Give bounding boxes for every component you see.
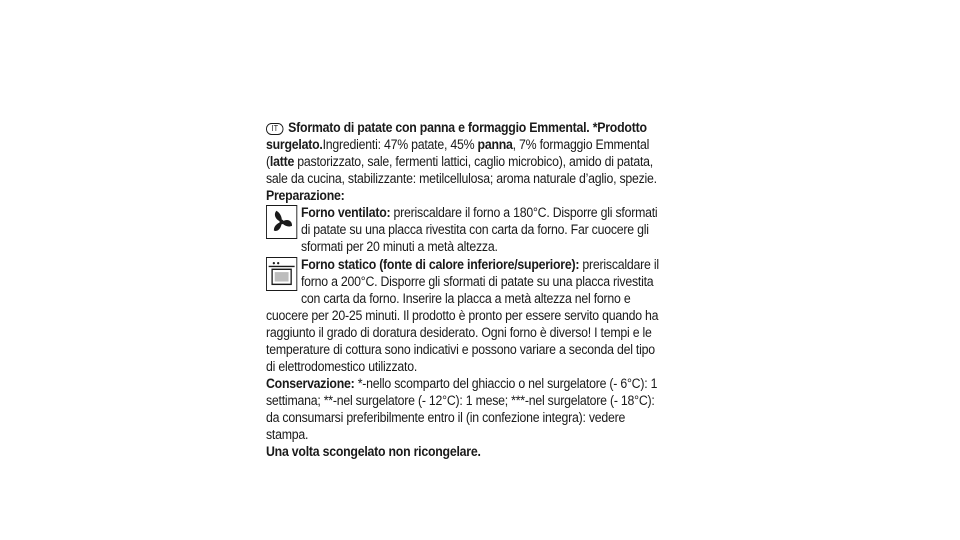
storage-heading: Conservazione:	[266, 376, 355, 391]
allergen-latte: latte	[269, 154, 295, 169]
static-oven-paragraph	[266, 256, 663, 375]
refreeze-warning: Una volta scongelato non ricongelare.	[266, 444, 481, 459]
preparation-heading: Preparazione:	[266, 188, 345, 203]
fan-oven-body: preriscaldare il forno a 180°C. Disporre gli sformati di patate su una placca rivestita con carta da forno. Far cuocere gli sformati per 20 minuti a metà altezza.	[300, 205, 658, 254]
ingredients-mid: , 7% formaggio Emmental (	[266, 137, 650, 169]
fan-oven-heading: Forno ventilato:	[300, 205, 391, 220]
ingredients-lead: Ingredienti: 47% patate, 45%	[322, 137, 478, 152]
fan-oven-icon	[266, 205, 297, 239]
allergen-panna: panna	[477, 137, 513, 152]
title-paragraph	[266, 119, 663, 187]
product-label	[266, 119, 663, 460]
static-oven-heading: Forno statico (fonte di calore inferiore/superiore):	[300, 257, 580, 272]
language-badge: IT	[266, 123, 284, 135]
ingredients-rest: pastorizzato, sale, fermenti lattici, caglio microbico), amido di patata, sale da cucina, stabilizzante: metilcellulosa; aroma naturale d’aglio, spezie.	[266, 154, 657, 186]
static-oven-icon	[266, 257, 297, 291]
product-title: Sformato di patate con panna e formaggio Emmental. *Prodotto surgelato.	[266, 120, 647, 152]
storage-body: *-nello scomparto del ghiaccio o nel surgelatore (- 6°C): 1 settimana; **-nel surgelatore (- 12°C): 1 mese; ***-nel surgelatore (- 18°C): da consumarsi preferibilmente entro il (in confezione integra): vedere stampa.	[266, 376, 658, 442]
storage-paragraph	[266, 375, 663, 443]
static-oven-body: preriscaldare il forno a 200°C. Disporre gli sformati di patate su una placca rivestita con carta da forno. Inserire la placca a metà altezza nel forno e cuocere per 20-25 minuti. Il prodotto è pronto per essere servito quando ha raggiunto il grado di doratura desiderato. Ogni forno è diverso! I tempi e le temperature di cottura sono indicativi e possono variare a seconda del tipo di elettrodomestico utilizzato.	[266, 257, 659, 374]
fan-oven-section	[266, 204, 663, 255]
fan-oven-text	[301, 204, 663, 255]
